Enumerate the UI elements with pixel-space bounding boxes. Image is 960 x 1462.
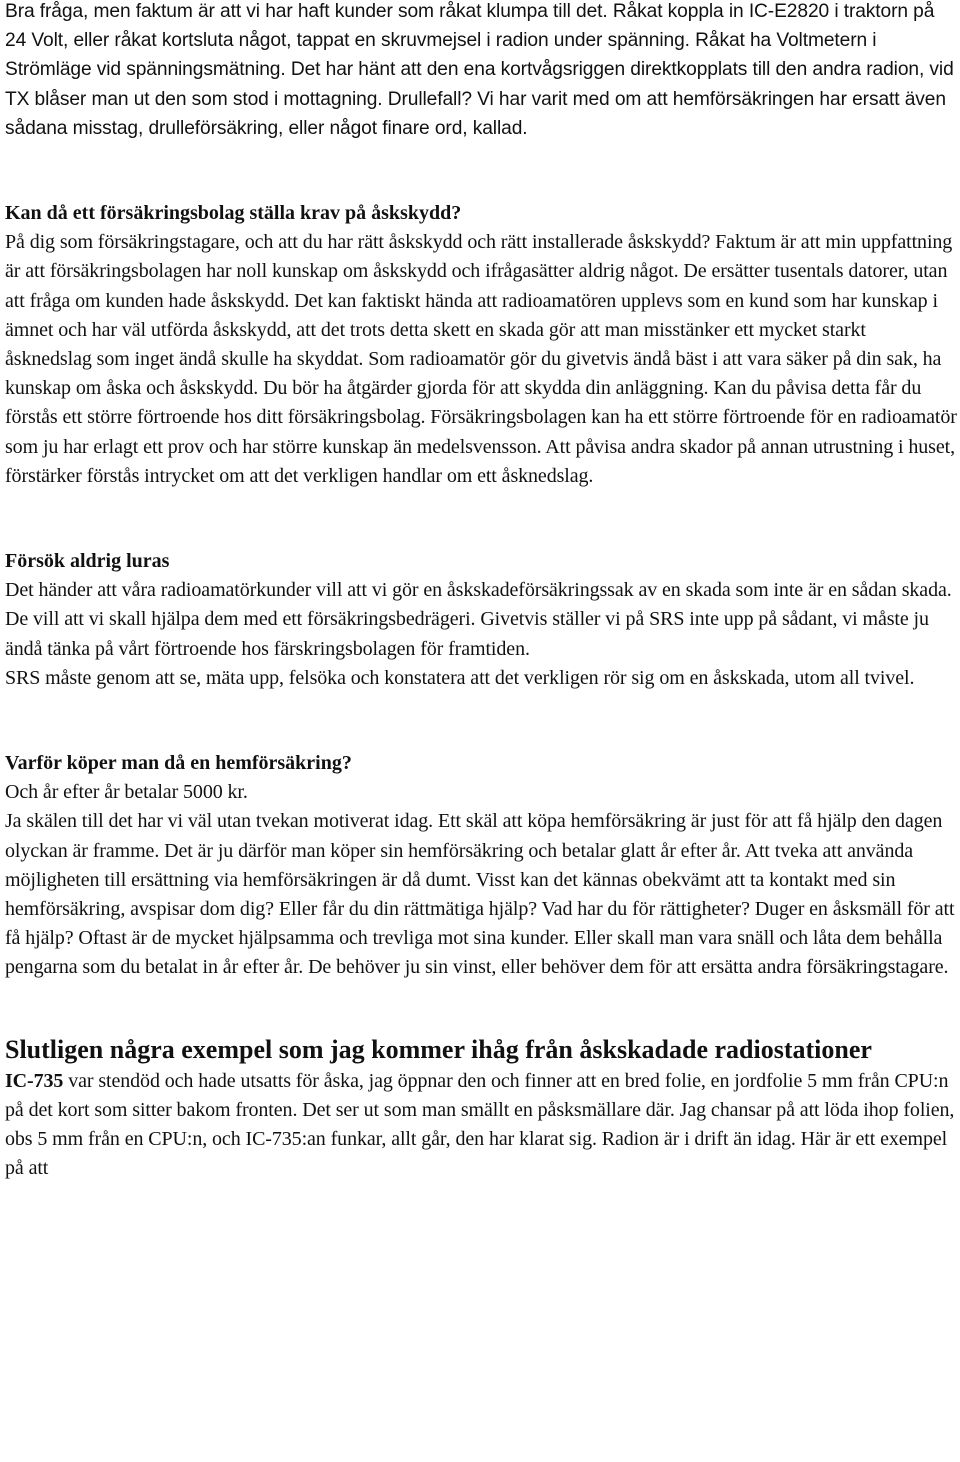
paragraph-bedrageri: Det händer att våra radioamatörkunder vill att vi gör en åskskadeförsäkringssak av en skada som inte är en sådan skada. De vill att vi skall hjälpa dem med ett försäkringsbedrägeri. Givetvis ställer vi på SRS inte upp på sådant, vi måste ju ändå tänka på vårt förtroende hos färskringsbolagen för framtiden. (5, 579, 952, 660)
document-page (5, 0, 957, 1184)
paragraph-ic735-text: var stendöd och hade utsatts för åska, jag öppnar den och finner att en bred folie, en jordfolie 5 mm från CPU:n på det kort som sitter bakom fronten. Det ser ut som man smällt en påsksmällare där. Jag chansar på att löda ihop folien, obs 5 mm från en CPU:n, och IC-735:an funkar, allt går, den har klarat sig. Radion är i drift än idag. Här är ett exempel på att (5, 1069, 955, 1180)
intro-paragraph: Bra fråga, men faktum är att vi har haft kunder som råkat klumpa till det. Råkat koppla in IC-E2820 i traktorn på 24 Volt, eller råkat kortsluta något, tappat en skruvmejsel i radion under spänning. Råkat ha Voltmetern i Strömläge vid spänningsmätning. Det har hänt att den ena kortvågsriggen direktkopplats till den andra radion, vid TX blåser man ut den som stod i mottagning. Drullefall? Vi har varit med om att hemförsäkringen har ersatt även sådana misstag, drulleförsäkring, eller något finare ord, kallad. (5, 1, 954, 139)
heading-varfor-hemforsakring: Varför köper man då en hemförsäkring? (5, 752, 352, 775)
spacer (5, 983, 957, 1033)
spacer (5, 693, 957, 749)
paragraph-ic735 (5, 1067, 957, 1184)
paragraph-skal: Ja skälen till det har vi väl utan tvekan motiverat idag. Ett skäl att köpa hemförsäkring är just för att få hjälp den dagen olyckan är framme. Det är ju därför man köper sin hemförsäkring och betalar glatt år efter år. Att tveka att använda möjligheten till ersättning via hemförsäkringen är då dumt. Visst kan det kännas obekvämt att ta kontakt med sin hemförsäkring, avspisar dom dig? Eller får du din rättmätiga hjälp? Vad har du för rättigheter? Duger en åsksmäll för att få hjälp? Oftast är de mycket hjälpsamma och trevliga mot sina kunder. Eller skall man vara snäll och låta dem behålla pengarna som du betalat in år efter år. De behöver ju sin vinst, eller behöver dem för att ersätta andra försäkringstagare. (5, 810, 955, 979)
paragraph-betalar: Och år efter år betalar 5000 kr. (5, 781, 248, 804)
paragraph-srs-kontroll: SRS måste genom att se, mäta upp, felsöka och konstatera att det verkligen rör sig om en åskskada, utom all tvivel. (5, 666, 915, 689)
paragraph-askskydd: På dig som försäkringstagare, och att du har rätt åskskydd och rätt installerade åskskydd? Faktum är att min uppfattning är att försäkringsbolagen har noll kunskap om åskskydd och ifrågasätter aldrig något. De ersätter tusentals datorer, utan att fråga om kunden hade åskskydd. Det kan faktiskt hända att radioamatören upplevs som en kund som har kunskap i ämnet och har väl utförda åskskydd, att det trots detta skett en skada gör att man misstänker ett mycket starkt åsknedslag som inget ändå skulle ha skyddat. Som radioamatör gör du givetvis ändå bäst i att vara säker på din sak, ha kunskap om åska och åskskydd. Du bör ha åtgärder gjorda för att skydda din anläggning. Kan du påvisa detta får du förstås ett större förtroende hos ditt försäkringsbolag. Försäkringsbolagen kan ha ett större förtroende för en radioamatör som ju har erlagt ett prov och har större kunskap än medelsvensson. Att påvisa andra skador på annan utrustning i huset, förstärker förstås intrycket om att det verkligen handlar om ett åsknedslag. (5, 231, 957, 487)
heading-askskydd: Kan då ett försäkringsbolag ställa krav på åskskydd? (5, 202, 462, 225)
model-name-ic735: IC-735 (5, 1069, 64, 1092)
heading-forsok-aldrig-luras: Försök aldrig luras (5, 550, 170, 573)
spacer (5, 143, 957, 171)
spacer (5, 171, 957, 199)
spacer (5, 491, 957, 547)
heading-exempel: Slutligen några exempel som jag kommer ihåg från åskskadade radiostationer (5, 1034, 872, 1064)
